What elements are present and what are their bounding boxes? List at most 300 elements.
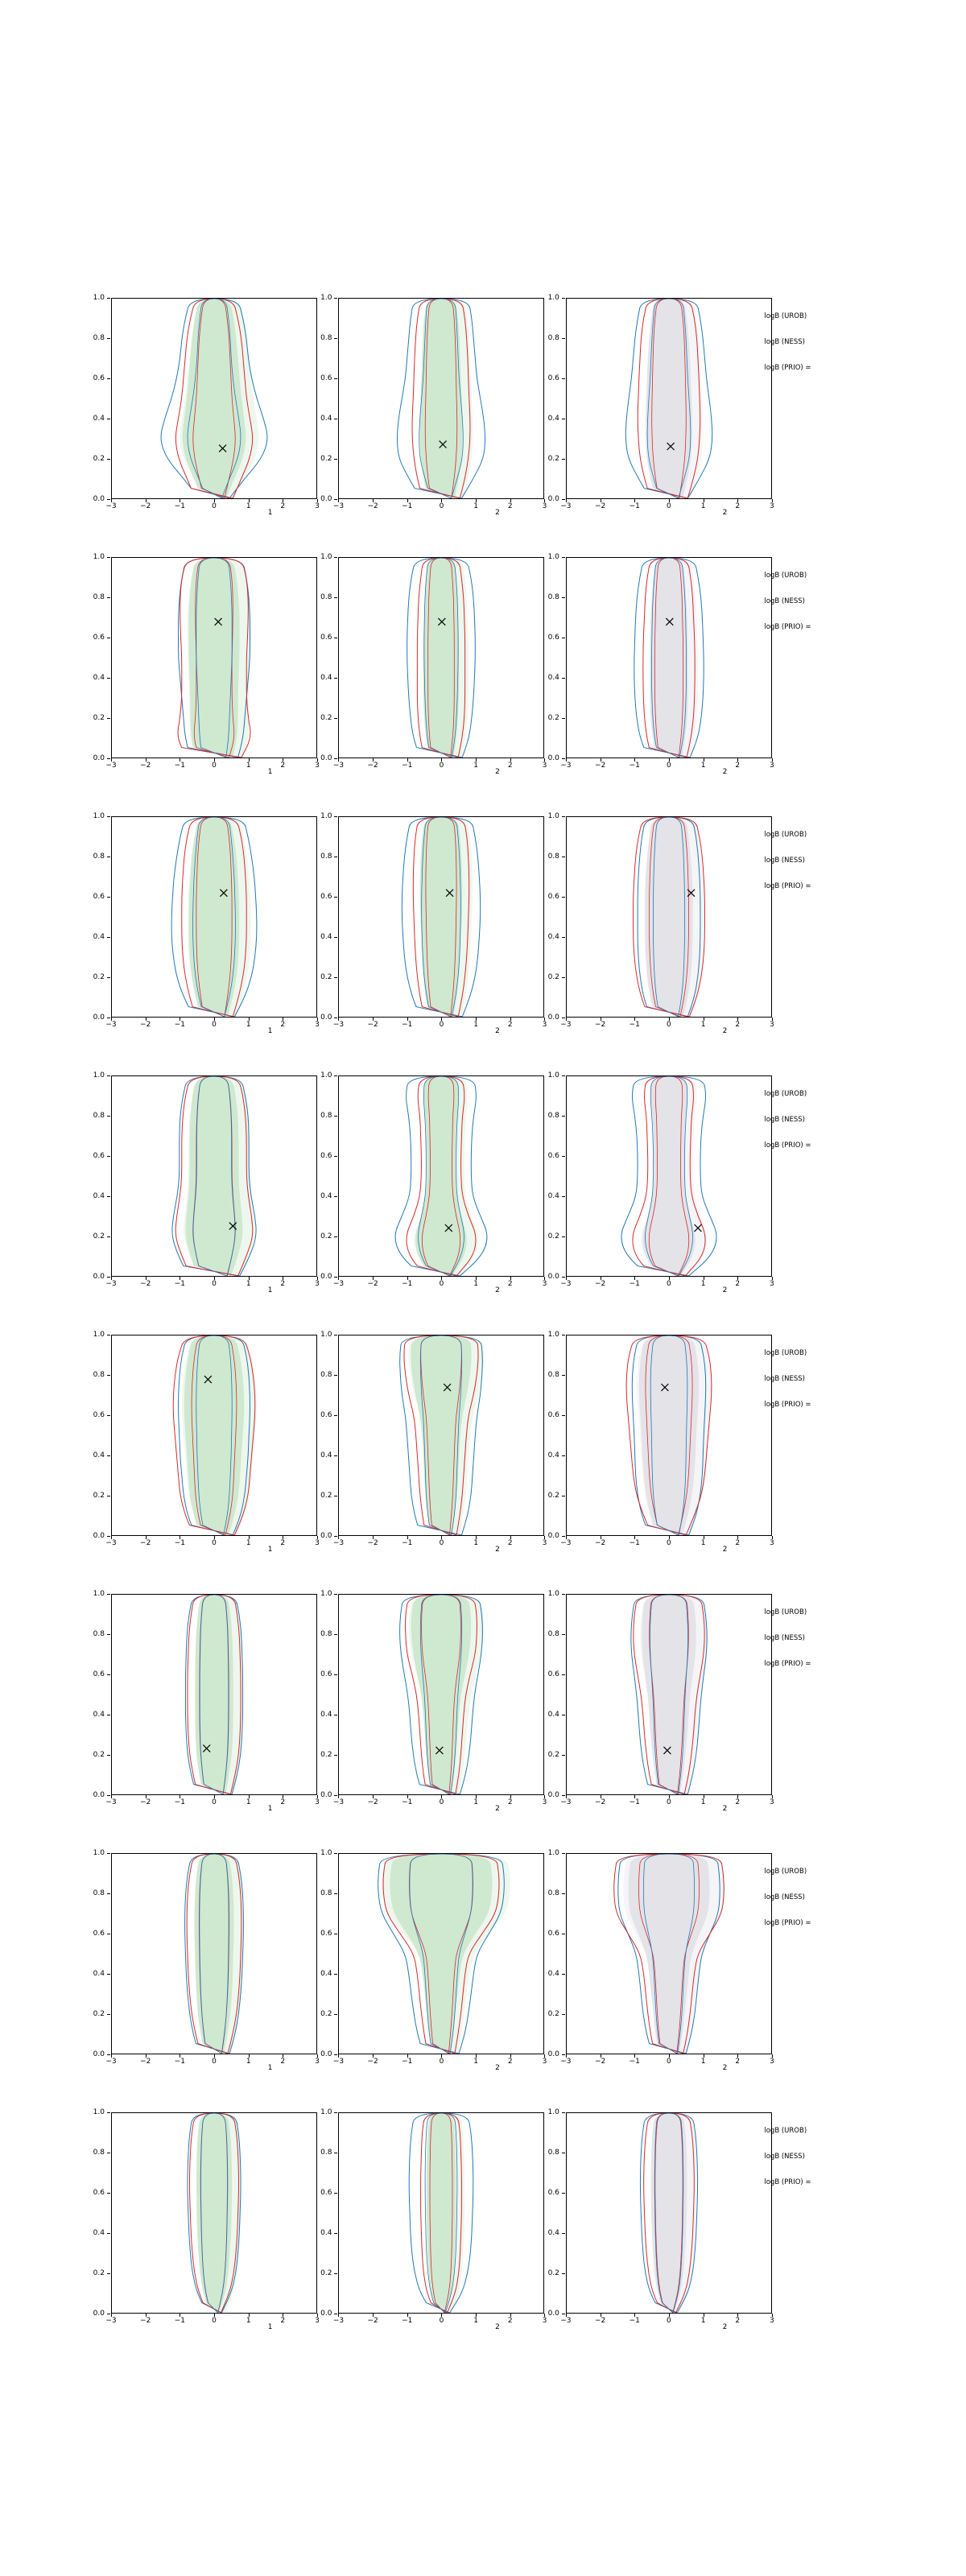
row-legend	[762, 1327, 894, 1568]
plot-area[interactable]	[338, 298, 544, 499]
y-ticklabel: 0.0	[547, 2310, 559, 2318]
x-ticklabel: −2	[140, 2317, 151, 2325]
x-ticklabel: −1	[629, 2058, 640, 2066]
plot-area[interactable]	[338, 816, 544, 1018]
legend-entry-2: logB (PRIO) =	[764, 882, 811, 890]
plot-area[interactable]	[338, 557, 544, 758]
y-axis-ticklabels	[80, 1590, 108, 1799]
x-ticklabel: −1	[629, 1798, 640, 1806]
y-ticklabel: 1.0	[320, 812, 332, 820]
x-ticklabel: 3	[770, 502, 774, 510]
y-ticklabel: 0.6	[547, 893, 559, 901]
posterior-fill-outer	[420, 817, 473, 1017]
x-ticklabel: 0	[439, 2058, 444, 2066]
x-ticklabel: −2	[367, 2317, 378, 2325]
y-ticklabel: 0.6	[320, 2189, 332, 2197]
x-ticklabel: −2	[367, 1280, 378, 1288]
y-ticklabel: 0.0	[93, 1791, 105, 1799]
y-ticklabel: 0.2	[93, 1492, 105, 1500]
subplot-panel-r5-c1	[80, 1327, 320, 1568]
x-ticklabel: −1	[174, 2058, 185, 2066]
subplot-panel-r3-c2	[308, 808, 547, 1050]
x-ticklabel: 3	[315, 1798, 320, 1806]
y-axis-ticklabels	[535, 1331, 563, 1540]
legend-entry-1: logB (NESS)	[764, 1375, 806, 1383]
y-tickmark	[107, 2054, 110, 2055]
y-ticklabel: 0.6	[547, 634, 559, 642]
x-ticklabel: 0	[212, 2058, 217, 2066]
x-ticklabel: 1	[700, 502, 706, 510]
subplot-panel-r6-c3	[535, 1586, 774, 1827]
plot-area[interactable]	[111, 298, 317, 499]
y-ticklabel: 0.2	[547, 1751, 559, 1759]
legend-entry-1: logB (NESS)	[764, 1634, 806, 1642]
x-ticklabel: −3	[332, 1280, 345, 1288]
y-ticklabel: 0.0	[93, 2310, 105, 2318]
plot-area[interactable]	[111, 1335, 317, 1536]
x-ticklabel: −1	[402, 1539, 413, 1547]
subplot-row	[80, 2104, 894, 2346]
y-ticklabel: 1.0	[320, 1331, 332, 1339]
panel-corner-label: 1	[267, 1286, 273, 1294]
subplot-row	[80, 290, 894, 531]
y-axis-ticklabels	[308, 553, 335, 762]
y-ticklabel: 0.8	[320, 852, 332, 861]
y-ticklabel: 0.8	[547, 852, 559, 861]
panel-corner-label: 1	[267, 1546, 273, 1554]
x-ticklabel: 3	[315, 502, 320, 510]
y-ticklabel: 0.6	[93, 1670, 105, 1678]
panel-corner-label: 2	[495, 768, 500, 776]
x-ticklabel: −2	[594, 1798, 606, 1806]
y-ticklabel: 1.0	[93, 294, 105, 302]
subplot-panel-r4-c2	[308, 1067, 547, 1309]
plot-area[interactable]	[566, 298, 772, 499]
x-ticklabel: −3	[332, 762, 345, 770]
x-ticklabel: 3	[770, 2317, 774, 2325]
y-ticklabel: 0.8	[93, 1889, 105, 1897]
posterior-fill-outer	[197, 2113, 242, 2313]
x-ticklabel: −2	[140, 1798, 151, 1806]
panel-corner-label: 2	[722, 1805, 728, 1813]
x-ticklabel: −2	[367, 762, 378, 770]
x-ticklabel: 3	[542, 502, 547, 510]
x-ticklabel: −2	[140, 762, 151, 770]
y-axis-ticklabels	[535, 1849, 563, 2058]
y-ticklabel: 0.2	[320, 1232, 332, 1241]
y-ticklabel: 0.4	[547, 1192, 559, 1200]
y-axis-ticklabels	[80, 812, 108, 1022]
x-ticklabel: 2	[280, 1539, 286, 1547]
legend-entry-0: logB (UROB)	[764, 831, 807, 839]
y-axis-ticklabels	[535, 1071, 563, 1281]
y-ticklabel: 0.0	[320, 1791, 332, 1799]
plot-area[interactable]	[111, 1594, 317, 1795]
y-ticklabel: 0.0	[547, 1273, 559, 1281]
plot-area[interactable]	[111, 1853, 317, 2054]
subplot-panel-r2-c2	[308, 549, 547, 791]
row-legend	[762, 549, 894, 791]
posterior-fill-outer	[409, 1335, 485, 1535]
y-ticklabel: 0.4	[93, 674, 105, 682]
plot-area[interactable]	[111, 816, 317, 1018]
x-ticklabel: −1	[629, 1539, 640, 1547]
subplot-row	[80, 808, 894, 1050]
x-ticklabel: −2	[594, 762, 606, 770]
plot-area[interactable]	[566, 1335, 772, 1536]
legend-entry-2: logB (PRIO) =	[764, 1401, 811, 1409]
y-tickmark	[562, 2054, 565, 2055]
x-axis-ticklabels	[105, 1278, 320, 1291]
plot-area[interactable]	[566, 2112, 772, 2314]
x-ticklabel: 3	[770, 1280, 774, 1288]
x-ticklabel: −3	[560, 502, 572, 510]
x-ticklabel: 2	[735, 1798, 741, 1806]
x-ticklabel: 0	[667, 762, 671, 770]
y-tickmark	[562, 758, 565, 759]
panel-corner-label: 2	[495, 509, 500, 517]
x-ticklabel: 0	[212, 1798, 217, 1806]
posterior-fill-outer	[409, 1595, 484, 1794]
y-tickmark	[334, 1536, 337, 1537]
plot-area[interactable]	[566, 1853, 772, 2054]
x-ticklabel: −2	[367, 1539, 378, 1547]
y-axis-ticklabels	[308, 294, 335, 503]
x-ticklabel: 2	[280, 762, 286, 770]
x-ticklabel: −3	[105, 1539, 117, 1547]
y-ticklabel: 0.0	[547, 754, 559, 762]
panel-corner-label: 2	[722, 768, 728, 776]
x-ticklabel: −2	[140, 1280, 151, 1288]
x-ticklabel: 2	[280, 1021, 286, 1029]
legend-entry-0: logB (UROB)	[764, 312, 807, 320]
subplot-panel-r1-c3	[535, 290, 774, 531]
y-ticklabel: 0.2	[320, 455, 332, 463]
y-ticklabel: 0.4	[547, 1970, 559, 1978]
y-ticklabel: 0.8	[547, 1112, 559, 1120]
x-ticklabel: 1	[700, 762, 706, 770]
x-ticklabel: −1	[174, 1280, 185, 1288]
x-ticklabel: 3	[542, 1280, 547, 1288]
y-ticklabel: 0.8	[320, 1112, 332, 1120]
x-axis-ticklabels	[560, 501, 774, 514]
panel-corner-label: 1	[267, 1805, 273, 1813]
x-ticklabel: 3	[315, 2058, 320, 2066]
x-ticklabel: 2	[735, 1280, 741, 1288]
x-ticklabel: −3	[105, 2317, 117, 2325]
legend-entry-0: logB (UROB)	[764, 1608, 807, 1616]
y-ticklabel: 1.0	[547, 1071, 559, 1080]
legend-entry-1: logB (NESS)	[764, 1893, 806, 1901]
x-axis-ticklabels	[105, 1538, 320, 1550]
legend-entry-2: logB (PRIO) =	[764, 1660, 811, 1668]
x-ticklabel: 3	[770, 1021, 774, 1029]
x-axis-ticklabels	[560, 1278, 774, 1291]
y-ticklabel: 0.8	[320, 334, 332, 342]
y-ticklabel: 0.8	[320, 1889, 332, 1897]
y-tickmark	[334, 499, 337, 500]
y-ticklabel: 0.4	[320, 1192, 332, 1200]
x-ticklabel: −3	[332, 2317, 345, 2325]
y-axis-ticklabels	[535, 812, 563, 1022]
x-ticklabel: 2	[735, 1539, 741, 1547]
y-ticklabel: 0.8	[320, 593, 332, 601]
x-ticklabel: 0	[212, 1021, 217, 1029]
x-ticklabel: −2	[594, 2317, 606, 2325]
y-ticklabel: 0.2	[547, 714, 559, 722]
panel-corner-label: 2	[495, 1805, 500, 1813]
panel-corner-label: 2	[722, 1546, 728, 1554]
x-ticklabel: 3	[315, 2317, 320, 2325]
x-ticklabel: −3	[332, 1021, 345, 1029]
y-ticklabel: 0.8	[320, 1371, 332, 1379]
y-ticklabel: 0.2	[93, 714, 105, 722]
y-ticklabel: 0.8	[547, 2149, 559, 2157]
x-ticklabel: 1	[473, 2058, 479, 2066]
x-ticklabel: −3	[560, 2317, 572, 2325]
x-ticklabel: 0	[667, 502, 671, 510]
x-ticklabel: 1	[246, 1021, 251, 1029]
y-ticklabel: 0.2	[320, 2269, 332, 2277]
x-ticklabel: 3	[315, 1021, 320, 1029]
plot-area[interactable]	[566, 1075, 772, 1277]
y-ticklabel: 0.4	[547, 1451, 559, 1459]
x-ticklabel: 0	[212, 1280, 217, 1288]
y-ticklabel: 0.6	[93, 634, 105, 642]
x-axis-ticklabels	[560, 2315, 774, 2328]
panel-corner-label: 2	[722, 1286, 728, 1294]
x-axis-ticklabels	[560, 1797, 774, 1810]
y-ticklabel: 0.0	[93, 1273, 105, 1281]
x-ticklabel: 1	[700, 1021, 706, 1029]
x-ticklabel: −3	[105, 762, 117, 770]
x-ticklabel: 2	[507, 1021, 513, 1029]
y-ticklabel: 0.2	[320, 1492, 332, 1500]
y-axis-ticklabels	[80, 294, 108, 503]
plot-area[interactable]	[338, 2112, 544, 2314]
x-axis-ticklabels	[332, 1538, 547, 1550]
panel-corner-label: 2	[495, 2323, 500, 2331]
y-ticklabel: 0.6	[547, 1152, 559, 1160]
plot-area[interactable]	[566, 1594, 772, 1795]
y-ticklabel: 0.0	[320, 1532, 332, 1540]
panel-corner-label: 1	[267, 768, 273, 776]
y-axis-ticklabels	[80, 2108, 108, 2318]
y-tickmark	[107, 1795, 110, 1796]
y-ticklabel: 1.0	[93, 1590, 105, 1598]
plot-area[interactable]	[338, 1075, 544, 1277]
subplot-panel-r4-c3	[535, 1067, 774, 1309]
y-ticklabel: 0.0	[320, 1013, 332, 1022]
y-ticklabel: 0.6	[93, 2189, 105, 2197]
x-ticklabel: −3	[560, 1021, 572, 1029]
x-ticklabel: 1	[700, 1798, 706, 1806]
y-ticklabel: 0.4	[320, 933, 332, 941]
y-ticklabel: 0.6	[320, 1152, 332, 1160]
y-tickmark	[562, 1536, 565, 1537]
x-ticklabel: 0	[667, 2058, 671, 2066]
subplot-grid	[80, 290, 894, 2363]
x-ticklabel: 3	[315, 762, 320, 770]
x-ticklabel: −1	[402, 502, 413, 510]
x-ticklabel: 3	[542, 2058, 547, 2066]
y-tickmark	[334, 2054, 337, 2055]
x-ticklabel: −1	[629, 1021, 640, 1029]
subplot-panel-r2-c1	[80, 549, 320, 791]
y-ticklabel: 0.8	[93, 1630, 105, 1638]
x-ticklabel: 1	[246, 1280, 251, 1288]
x-ticklabel: 2	[507, 502, 513, 510]
x-axis-ticklabels	[105, 2315, 320, 2328]
plot-area[interactable]	[566, 557, 772, 758]
subplot-panel-r5-c3	[535, 1327, 774, 1568]
plot-area[interactable]	[338, 1335, 544, 1536]
y-ticklabel: 0.0	[547, 1013, 559, 1022]
subplot-panel-r6-c1	[80, 1586, 320, 1827]
y-axis-ticklabels	[535, 2108, 563, 2318]
y-ticklabel: 0.2	[320, 714, 332, 722]
y-ticklabel: 0.8	[547, 1371, 559, 1379]
x-ticklabel: −2	[594, 2058, 606, 2066]
x-ticklabel: 3	[542, 762, 547, 770]
x-axis-ticklabels	[105, 1797, 320, 1810]
x-ticklabel: −2	[594, 502, 606, 510]
plot-area[interactable]	[338, 1594, 544, 1795]
y-ticklabel: 0.8	[93, 334, 105, 342]
y-tickmark	[562, 1795, 565, 1796]
x-ticklabel: −1	[402, 2317, 413, 2325]
subplot-panel-r6-c2	[308, 1586, 547, 1827]
subplot-panel-r8-c3	[535, 2104, 774, 2346]
y-ticklabel: 0.4	[320, 415, 332, 423]
y-ticklabel: 0.4	[93, 1192, 105, 1200]
x-ticklabel: 0	[439, 502, 444, 510]
x-ticklabel: 2	[735, 1021, 741, 1029]
y-ticklabel: 0.4	[320, 1451, 332, 1459]
panel-corner-label: 2	[722, 2064, 728, 2072]
x-ticklabel: 0	[439, 1539, 444, 1547]
x-ticklabel: 0	[667, 2317, 671, 2325]
x-ticklabel: 1	[246, 762, 251, 770]
posterior-fill-outer	[382, 1854, 510, 2054]
x-ticklabel: 1	[473, 1021, 479, 1029]
legend-entry-1: logB (NESS)	[764, 597, 806, 605]
x-ticklabel: −1	[174, 1539, 185, 1547]
y-ticklabel: 0.2	[93, 1751, 105, 1759]
x-ticklabel: 2	[507, 1539, 513, 1547]
y-axis-ticklabels	[308, 812, 335, 1022]
subplot-panel-r1-c2	[308, 290, 547, 531]
x-ticklabel: 2	[280, 2058, 286, 2066]
y-ticklabel: 0.6	[320, 634, 332, 642]
row-legend	[762, 290, 894, 531]
x-axis-ticklabels	[560, 1538, 774, 1550]
legend-entry-0: logB (UROB)	[764, 1090, 807, 1098]
y-ticklabel: 0.2	[547, 455, 559, 463]
x-ticklabel: −2	[367, 1798, 378, 1806]
y-ticklabel: 0.0	[93, 2050, 105, 2058]
x-ticklabel: −2	[140, 502, 151, 510]
y-ticklabel: 1.0	[320, 294, 332, 302]
subplot-panel-r8-c1	[80, 2104, 320, 2346]
plot-area[interactable]	[566, 816, 772, 1018]
plot-area[interactable]	[111, 557, 317, 758]
x-axis-ticklabels	[332, 760, 547, 773]
y-ticklabel: 0.2	[93, 2010, 105, 2018]
x-ticklabel: 3	[542, 2317, 547, 2325]
x-axis-ticklabels	[105, 2056, 320, 2069]
y-tickmark	[334, 1277, 337, 1278]
y-ticklabel: 1.0	[320, 1071, 332, 1080]
y-ticklabel: 0.8	[547, 593, 559, 601]
x-ticklabel: 0	[667, 1021, 671, 1029]
y-ticklabel: 0.4	[547, 674, 559, 682]
x-ticklabel: 2	[507, 2317, 513, 2325]
plot-area[interactable]	[111, 2112, 317, 2314]
x-axis-ticklabels	[332, 2056, 547, 2069]
y-ticklabel: 0.4	[93, 1711, 105, 1719]
y-ticklabel: 0.0	[93, 1532, 105, 1540]
plot-area[interactable]	[338, 1853, 544, 2054]
legend-entry-2: logB (PRIO) =	[764, 364, 811, 372]
x-ticklabel: 0	[439, 1798, 444, 1806]
x-ticklabel: 1	[246, 1798, 251, 1806]
subplot-panel-r5-c2	[308, 1327, 547, 1568]
y-ticklabel: 0.2	[547, 1232, 559, 1241]
x-ticklabel: 2	[507, 1280, 513, 1288]
plot-area[interactable]	[111, 1075, 317, 1277]
y-ticklabel: 0.8	[547, 1630, 559, 1638]
y-axis-ticklabels	[308, 1071, 335, 1281]
subplot-panel-r1-c1	[80, 290, 320, 531]
y-ticklabel: 0.4	[320, 1711, 332, 1719]
y-ticklabel: 0.0	[320, 1273, 332, 1281]
legend-entry-2: logB (PRIO) =	[764, 623, 811, 631]
x-axis-ticklabels	[560, 2056, 774, 2069]
posterior-fill-outer	[195, 1854, 244, 2054]
x-axis-ticklabels	[332, 2315, 547, 2328]
y-ticklabel: 1.0	[320, 553, 332, 561]
y-axis-ticklabels	[80, 1849, 108, 2058]
legend-entry-0: logB (UROB)	[764, 1868, 807, 1876]
x-ticklabel: −3	[105, 1798, 117, 1806]
y-tickmark	[562, 1277, 565, 1278]
x-ticklabel: −1	[174, 762, 185, 770]
y-axis-ticklabels	[80, 1331, 108, 1540]
x-ticklabel: −1	[402, 1798, 413, 1806]
x-axis-ticklabels	[332, 1278, 547, 1291]
posterior-fill-outer	[188, 558, 251, 758]
y-ticklabel: 0.8	[93, 852, 105, 861]
row-legend	[762, 2104, 894, 2346]
y-ticklabel: 0.6	[93, 1930, 105, 1938]
x-ticklabel: 1	[473, 502, 479, 510]
y-ticklabel: 1.0	[547, 1849, 559, 1857]
legend-entry-2: logB (PRIO) =	[764, 2178, 811, 2186]
x-ticklabel: −3	[560, 1798, 572, 1806]
panel-corner-label: 1	[267, 509, 273, 517]
y-ticklabel: 0.4	[93, 415, 105, 423]
x-ticklabel: −2	[594, 1280, 606, 1288]
x-ticklabel: −2	[140, 1539, 151, 1547]
y-tickmark	[334, 758, 337, 759]
y-tickmark	[562, 499, 565, 500]
subplot-panel-r3-c1	[80, 808, 320, 1050]
y-ticklabel: 0.4	[547, 1711, 559, 1719]
posterior-fill-outer	[650, 558, 698, 758]
y-ticklabel: 0.0	[320, 495, 332, 503]
x-ticklabel: −3	[332, 1798, 345, 1806]
